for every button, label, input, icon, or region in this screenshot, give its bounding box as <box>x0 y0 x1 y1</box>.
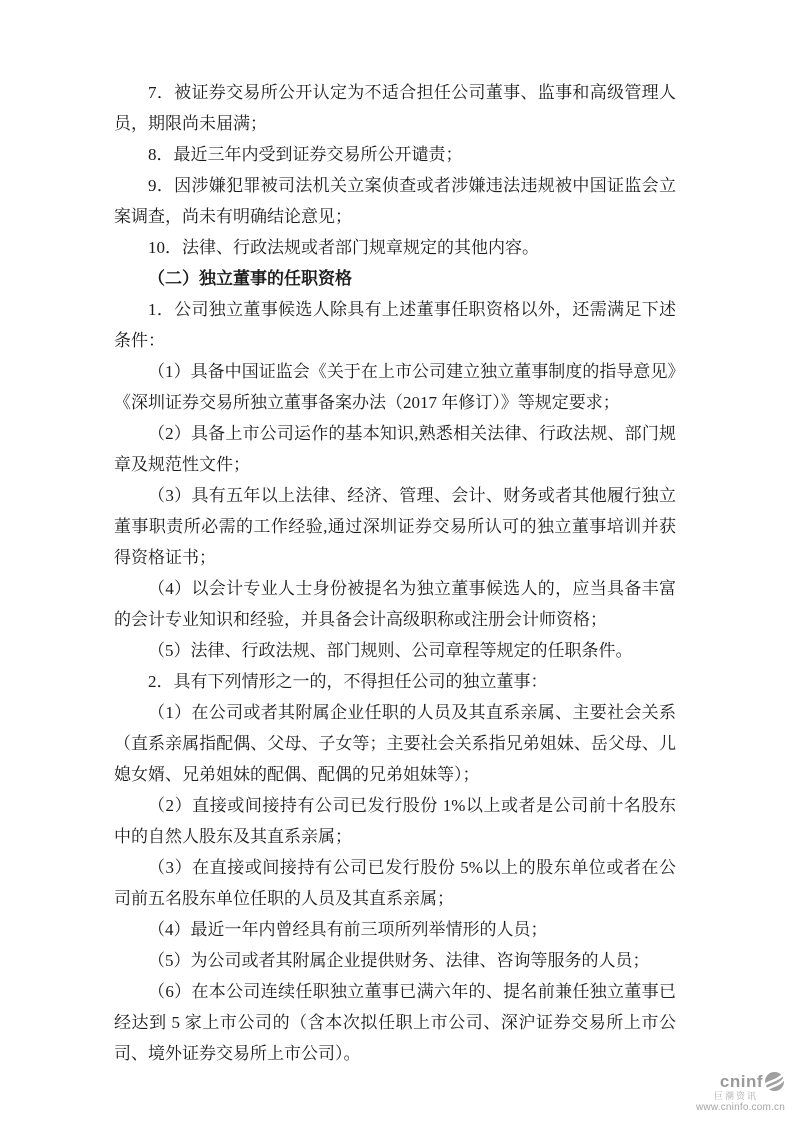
section-heading: （二）独立董事的任职资格 <box>148 269 352 288</box>
paragraph-clause-2: 2．具有下列情形之一的，不得担任公司的独立董事： <box>148 672 548 691</box>
paragraph-clause-2-2: （2）直接或间接持有公司已发行股份 1%以上或者是公司前十名股东中的自然人股东及其直系亲属； <box>114 796 676 846</box>
paragraph-clause-2-6: （6）在本公司连续任职独立董事已满六年的、提名前兼任独立董事已经达到 5 家上市公司的（含本次拟任职上市公司、深沪证券交易所上市公司、境外证券交易所上市公司）。 <box>114 982 676 1063</box>
cninfo-watermark <box>696 1071 785 1113</box>
paragraph-clause-1-2: （2）具备上市公司运作的基本知识,熟悉相关法律、行政法规、部门规章及规范性文件； <box>114 424 676 474</box>
paragraph-clause-1-1: （1）具备中国证监会《关于在上市公司建立独立董事制度的指导意见》《深圳证券交易所独立董事备案办法（2017 年修订）》等规定要求； <box>114 362 676 412</box>
paragraph-clause-1-4: （4）以会计专业人士身份被提名为独立董事候选人的，应当具备丰富的会计专业知识和经验，并具备会计高级职称或注册会计师资格； <box>114 579 676 629</box>
paragraph-clause-2-4: （4）最近一年内曾经具有前三项所列举情形的人员； <box>148 920 548 939</box>
paragraph-clause-1-3: （3）具有五年以上法律、经济、管理、会计、财务或者其他履行独立董事职责所必需的工作经验,通过深圳证券交易所认可的独立董事培训并获得资格证书； <box>114 486 676 567</box>
document-body <box>114 77 676 1069</box>
cninfo-brand-row <box>696 1071 785 1092</box>
cninfo-brand-text: cninf <box>719 1072 763 1091</box>
paragraph-item-7: 7．被证券交易所公开认定为不适合担任公司董事、监事和高级管理人员，期限尚未届满； <box>114 83 676 133</box>
paragraph-clause-2-3: （3）在直接或间接持有公司已发行股份 5%以上的股东单位或者在公司前五名股东单位任职的人员及其直系亲属； <box>114 858 676 908</box>
paragraph-clause-2-1: （1）在公司或者其附属企业任职的人员及其直系亲属、主要社会关系（直系亲属指配偶、父母、子女等；主要社会关系指兄弟姐妹、岳父母、儿媳女婿、兄弟姐妹的配偶、配偶的兄弟姐妹等）； <box>114 703 676 784</box>
cninfo-chinese-name: 巨潮资讯 <box>713 1091 758 1101</box>
cninfo-url: www.cninfo.com.cn <box>696 1102 785 1113</box>
paragraph-clause-1: 1．公司独立董事候选人除具有上述董事任职资格以外，还需满足下述条件： <box>114 300 676 350</box>
paragraph-clause-1-5: （5）法律、行政法规、部门规则、公司章程等规定的任职条件。 <box>148 641 633 660</box>
paragraph-item-8: 8．最近三年内受到证券交易所公开谴责； <box>148 145 463 164</box>
paragraph-item-9: 9．因涉嫌犯罪被司法机关立案侦查或者涉嫌违法违规被中国证监会立案调查，尚未有明确结论意见； <box>114 176 676 226</box>
cninfo-logo-icon <box>764 1071 785 1092</box>
paragraph-clause-2-5: （5）为公司或者其附属企业提供财务、法律、咨询等服务的人员； <box>148 951 650 970</box>
paragraph-item-10: 10．法律、行政法规或者部门规章规定的其他内容。 <box>148 238 539 257</box>
